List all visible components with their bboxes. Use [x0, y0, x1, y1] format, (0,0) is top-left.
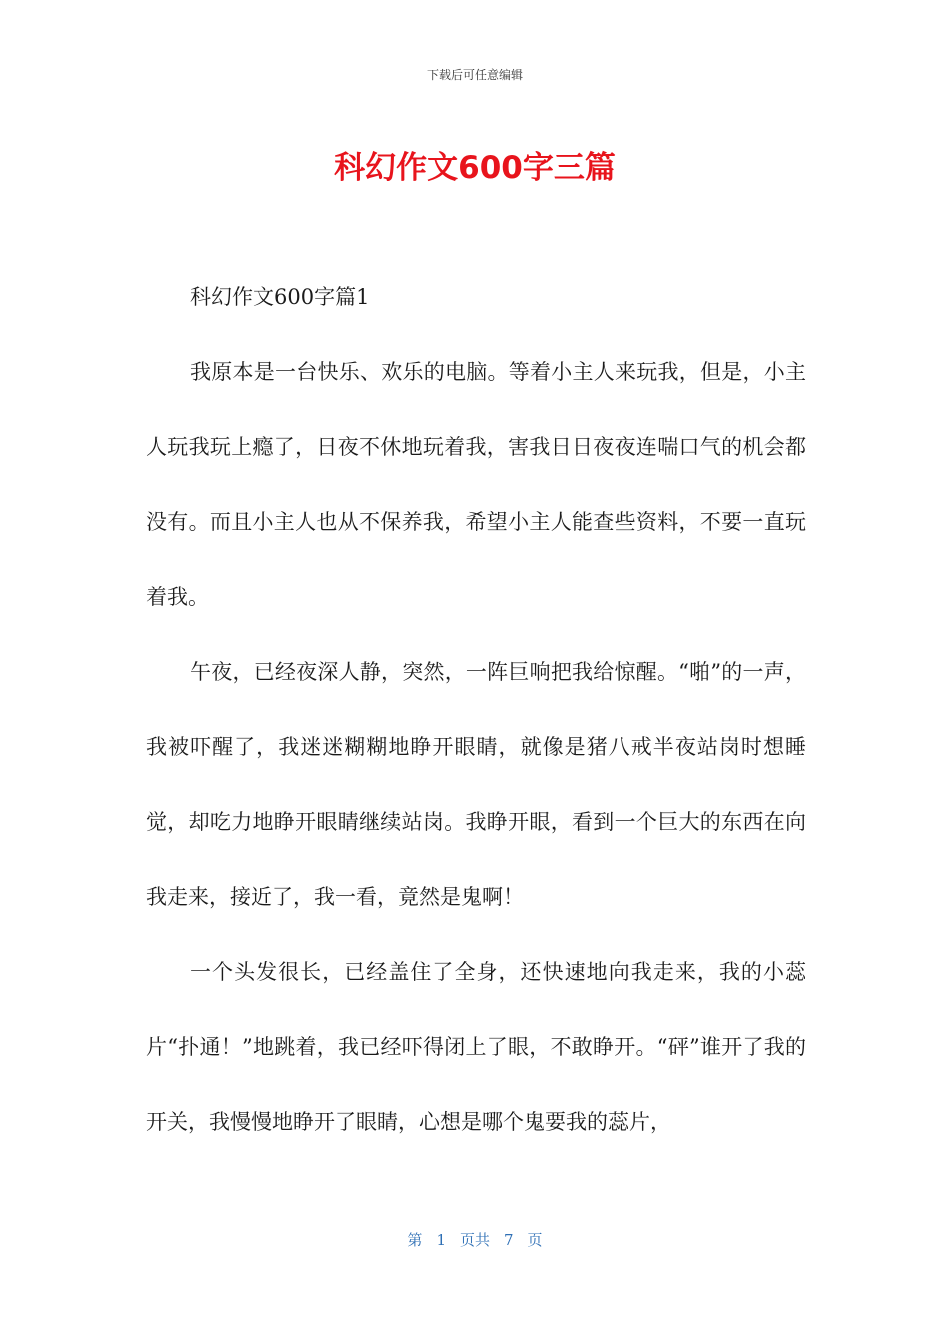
- footer-suffix: 页: [527, 1231, 543, 1249]
- document-title: 科幻作文600字三篇: [334, 150, 616, 186]
- page-footer: [0, 1229, 950, 1250]
- footer-middle: 页共: [459, 1231, 490, 1249]
- body-paragraph: 一个头发很长，已经盖住了全身，还快速地向我走来，我的小蕊片“扑通！”地跳着，我已经吓得闭上了眼，不敢睁开。“砰”谁开了我的开关，我慢慢地睁开了眼睛，心想是哪个鬼要我的蕊片，: [146, 960, 806, 1134]
- footer-total-pages: 7: [504, 1231, 514, 1249]
- page-header-note: 下载后可任意编辑: [426, 68, 523, 82]
- footer-current-page: 1: [436, 1231, 446, 1249]
- section-heading: 科幻作文600字篇1: [190, 285, 370, 309]
- body-paragraph: 我原本是一台快乐、欢乐的电脑。等着小主人来玩我，但是，小主人玩我玩上瘾了，日夜不休地玩着我，害我日日夜夜连喘口气的机会都没有。而且小主人也从不保养我，希望小主人能查些资料，不要一直玩着我。: [146, 360, 806, 609]
- document-body: [146, 260, 806, 1160]
- footer-prefix: 第: [407, 1231, 423, 1249]
- body-paragraph: 午夜，已经夜深人静，突然，一阵巨响把我给惊醒。“啪”的一声，我被吓醒了，我迷迷糊糊地睁开眼睛，就像是猪八戒半夜站岗时想睡觉，却吃力地睁开眼睛继续站岗。我睁开眼，看到一个巨大的东西在向我走来，接近了，我一看，竟然是鬼啊！: [146, 660, 806, 909]
